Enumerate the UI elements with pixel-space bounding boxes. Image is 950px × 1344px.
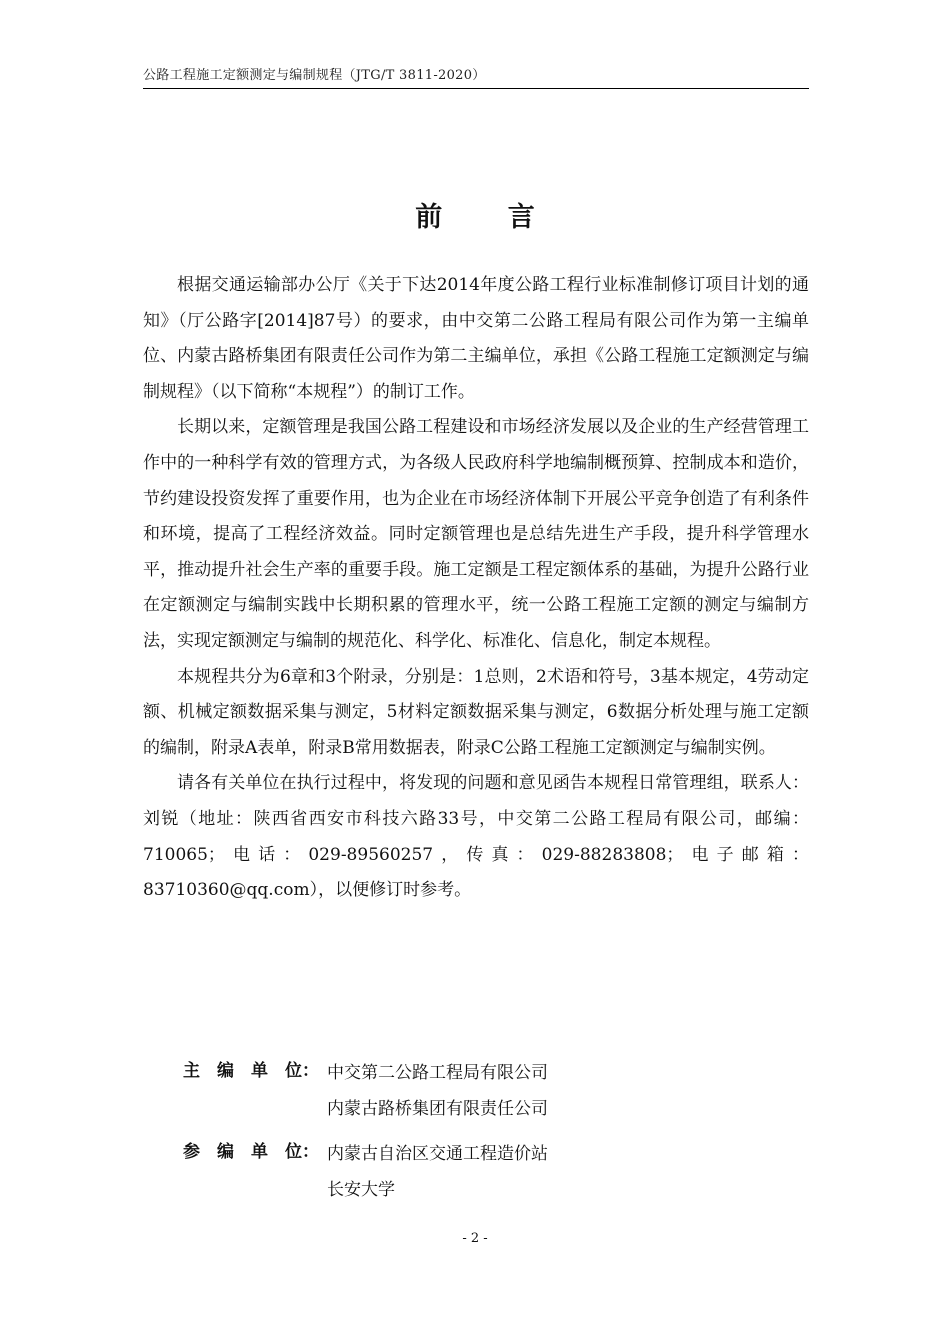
running-header: 公路工程施工定额测定与编制规程（JTG/T 3811-2020）	[143, 68, 486, 83]
page-title: 前 言	[415, 202, 563, 233]
chief-editor-label: 主 编 单 位：	[183, 1061, 319, 1081]
preface-body	[143, 268, 809, 909]
paragraph-background: 根据交通运输部办公厅《关于下达2014年度公路工程行业标准制修订项目计划的通知》（厅公路字[2014]87号）的要求，由中交第二公路工程局有限公司作为第一主编单位、内蒙古路桥集团有限责任公司作为第二主编单位，承担《公路工程施工定额测定与编制规程》（以下简称“本规程”）的制订工作。	[143, 275, 809, 402]
header-divider	[143, 88, 809, 89]
page-number: - 2 -	[462, 1231, 488, 1246]
chief-editor-units	[327, 1055, 548, 1127]
paragraph-significance: 长期以来，定额管理是我国公路工程建设和市场经济发展以及企业的生产经营管理工作中的一种科学有效的管理方式，为各级人民政府科学地编制概预算、控制成本和造价，节约建设投资发挥了重要作用，也为企业在市场经济体制下开展公平竞争创造了有利条件和环境，提高了工程经济效益。同时定额管理也是总结先进生产手段，提升科学管理水平，推动提升社会生产率的重要手段。施工定额是工程定额体系的基础，为提升公路行业在定额测定与编制实践中长期积累的管理水平，统一公路工程施工定额的测定与编制方法，实现定额测定与编制的规范化、科学化、标准化、信息化，制定本规程。	[143, 417, 809, 651]
paragraph-contact: 请各有关单位在执行过程中，将发现的问题和意见函告本规程日常管理组，联系人：刘锐（地址：陕西省西安市科技六路33号，中交第二公路工程局有限公司，邮编：710065；电话：029-89560257，传真：029-88283808；电子邮箱：83710360@qq.com），以便修订时参考。	[143, 773, 809, 901]
participant-editor-unit: 长安大学	[327, 1180, 395, 1200]
participant-editor-units	[327, 1136, 548, 1208]
participant-editor-row	[183, 1136, 783, 1208]
paragraph-structure: 本规程共分为6章和3个附录，分别是：1总则，2术语和符号，3基本规定，4劳动定额、机械定额数据采集与测定，5材料定额数据采集与测定，6数据分析处理与施工定额的编制，附录A表单，附录B常用数据表，附录C公路工程施工定额测定与编制实例。	[143, 666, 809, 758]
editor-units-block	[183, 1055, 783, 1217]
chief-editor-row	[183, 1055, 783, 1127]
chief-editor-unit: 中交第二公路工程局有限公司	[327, 1063, 548, 1083]
chief-editor-unit: 内蒙古路桥集团有限责任公司	[327, 1099, 548, 1119]
participant-editor-label: 参 编 单 位：	[183, 1142, 319, 1162]
participant-editor-unit: 内蒙古自治区交通工程造价站	[327, 1144, 548, 1164]
